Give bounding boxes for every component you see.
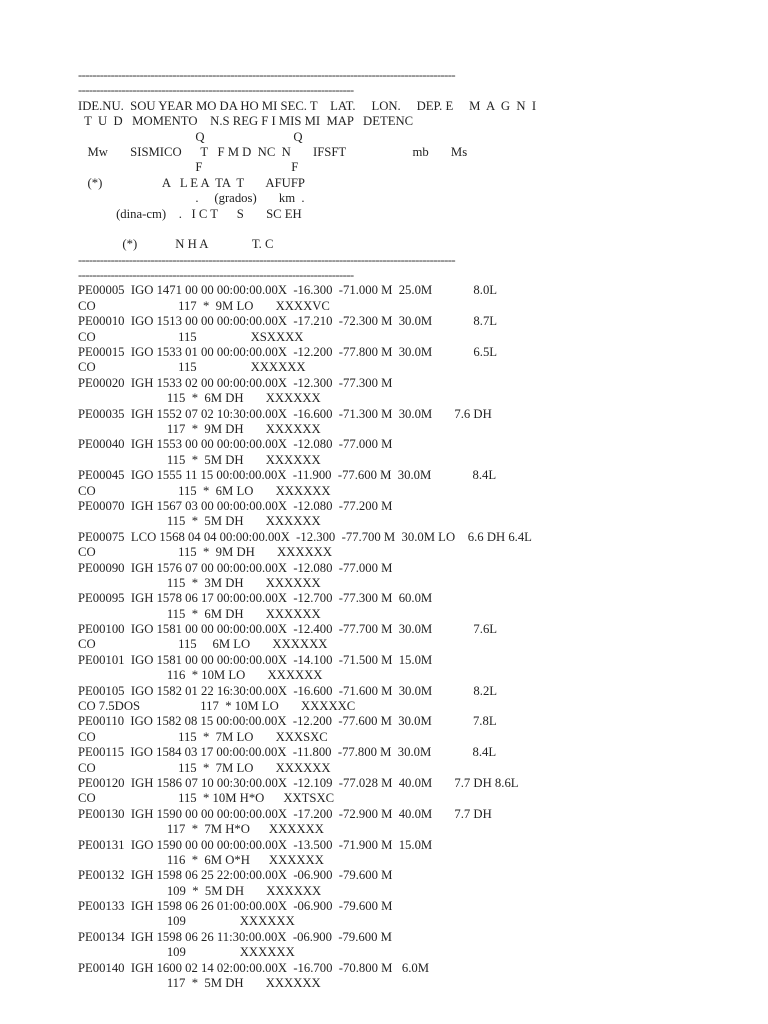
- header-line: Mw SISMICO T F M D NC N IFSFT mb Ms: [78, 144, 468, 159]
- catalog-page: [78, 68, 758, 991]
- record-line: CO 115 * 9M DH XXXXXX: [78, 545, 332, 560]
- record-line: 115 * 5M DH XXXXXX: [78, 452, 321, 467]
- record-line: PE00010 IGO 1513 00 00 00:00:00.00X -17.210 -72.300 M 30.0M 8.7L: [78, 314, 498, 329]
- record-line: PE00045 IGO 1555 11 15 00:00:00.00X -11.900 -77.600 M 30.0M 8.4L: [78, 468, 497, 483]
- header-line: [78, 222, 758, 237]
- record-line: PE00020 IGH 1533 02 00 00:00:00.00X -12.300 -77.300 M: [78, 375, 393, 390]
- column-header: [78, 99, 758, 253]
- record-line: PE00134 IGH 1598 06 26 11:30:00.00X -06.900 -79.600 M: [78, 929, 392, 944]
- record-line: CO 7.5DOS 117 * 10M LO XXXXXC: [78, 699, 356, 714]
- header-line: (*) N H A T. C: [78, 237, 274, 252]
- record-line: 117 * 5M DH XXXXXX: [78, 976, 321, 991]
- header-top-rule: --------------------------------------------------------------------------------------------------------: [78, 68, 456, 82]
- record-line: 116 * 10M LO XXXXXX: [78, 668, 323, 683]
- record-line: 109 XXXXXX: [78, 914, 295, 929]
- header-line: F F: [78, 160, 299, 175]
- header-line: Q Q: [78, 129, 303, 144]
- record-line: PE00130 IGH 1590 00 00 00:00:00.00X -17.200 -72.900 M 40.0M 7.7 DH: [78, 806, 492, 821]
- record-line: PE00090 IGH 1576 07 00 00:00:00.00X -12.080 -77.000 M: [78, 560, 393, 575]
- record-line: PE00105 IGO 1582 01 22 16:30:00.00X -16.600 -71.600 M 30.0M 8.2L: [78, 683, 498, 698]
- record-line: PE00075 LCO 1568 04 04 00:00:00.00X -12.300 -77.700 M 30.0M LO 6.6 DH 6.4L: [78, 529, 532, 544]
- record-line: PE00035 IGH 1552 07 02 10:30:00.00X -16.600 -71.300 M 30.0M 7.6 DH: [78, 406, 492, 421]
- header-top-rule-continuation: ----------------------------------------------------------------------------: [78, 83, 354, 98]
- record-line: CO 115 * 6M LO XXXXXX: [78, 483, 331, 498]
- record-line: 109 XXXXXX: [78, 945, 295, 960]
- record-line: CO 115 * 7M LO XXXXXX: [78, 760, 331, 775]
- record-line: PE00015 IGO 1533 01 00 00:00:00.00X -12.200 -77.800 M 30.0M 6.5L: [78, 345, 498, 360]
- record-line: 115 * 6M DH XXXXXX: [78, 606, 321, 621]
- record-line: PE00005 IGO 1471 00 00 00:00:00.00X -16.300 -71.000 M 25.0M 8.0L: [78, 283, 498, 298]
- record-line: PE00100 IGO 1581 00 00 00:00:00.00X -12.400 -77.700 M 30.0M 7.6L: [78, 622, 498, 637]
- record-line: PE00140 IGH 1600 02 14 02:00:00.00X -16.700 -70.800 M 6.0M: [78, 960, 430, 975]
- header-bottom-rule: --------------------------------------------------------------------------------------------------------: [78, 252, 456, 267]
- header-line: IDE.NU. SOU YEAR MO DA HO MI SEC. T LAT. LON. DEP. E M A G N I: [78, 98, 537, 113]
- record-line: 115 * 6M DH XXXXXX: [78, 391, 321, 406]
- record-line: 115 * 5M DH XXXXXX: [78, 514, 321, 529]
- record-line: PE00040 IGH 1553 00 00 00:00:00.00X -12.080 -77.000 M: [78, 437, 393, 452]
- record-line: PE00110 IGO 1582 08 15 00:00:00.00X -12.200 -77.600 M 30.0M 7.8L: [78, 714, 497, 729]
- record-line: PE00132 IGH 1598 06 25 22:00:00.00X -06.900 -79.600 M: [78, 868, 393, 883]
- header-line: T U D MOMENTO N.S REG F I MIS MI MAP DETENC: [78, 114, 414, 129]
- record-line: PE00133 IGH 1598 06 26 01:00:00.00X -06.900 -79.600 M: [78, 899, 393, 914]
- record-line: CO 115 6M LO XXXXXX: [78, 637, 328, 652]
- header-line: . (grados) km .: [78, 191, 305, 206]
- record-line: CO 115 XXXXXX: [78, 360, 306, 375]
- record-line: PE00115 IGO 1584 03 17 00:00:00.00X -11.800 -77.800 M 30.0M 8.4L: [78, 745, 497, 760]
- record-line: PE00131 IGO 1590 00 00 00:00:00.00X -13.500 -71.900 M 15.0M: [78, 837, 433, 852]
- record-line: CO 117 * 9M LO XXXXVC: [78, 298, 330, 313]
- record-line: PE00120 IGH 1586 07 10 00:30:00.00X -12.109 -77.028 M 40.0M 7.7 DH 8.6L: [78, 775, 519, 790]
- record-line: 115 * 3M DH XXXXXX: [78, 575, 321, 590]
- header-line: (*) A L E A TA T AFUFP: [78, 175, 305, 190]
- record-line: PE00101 IGO 1581 00 00 00:00:00.00X -14.100 -71.500 M 15.0M: [78, 652, 433, 667]
- record-line: CO 115 * 10M H*O XXTSXC: [78, 791, 335, 806]
- record-line: 116 * 6M O*H XXXXXX: [78, 852, 324, 867]
- record-line: PE00095 IGH 1578 06 17 00:00:00.00X -12.700 -77.300 M 60.0M: [78, 591, 433, 606]
- record-line: 109 * 5M DH XXXXXX: [78, 883, 322, 898]
- record-line: CO 115 XSXXXX: [78, 329, 304, 344]
- record-line: PE00070 IGH 1567 03 00 00:00:00.00X -12.080 -77.200 M: [78, 498, 393, 513]
- record-line: 117 * 9M DH XXXXXX: [78, 421, 321, 436]
- record-line: 117 * 7M H*O XXXXXX: [78, 822, 324, 837]
- record-line: CO 115 * 7M LO XXXSXC: [78, 729, 328, 744]
- earthquake-records: [78, 283, 758, 991]
- header-line: (dina-cm) . I C T S SC EH: [78, 206, 302, 221]
- header-bottom-rule-continuation: ----------------------------------------------------------------------------: [78, 268, 354, 283]
